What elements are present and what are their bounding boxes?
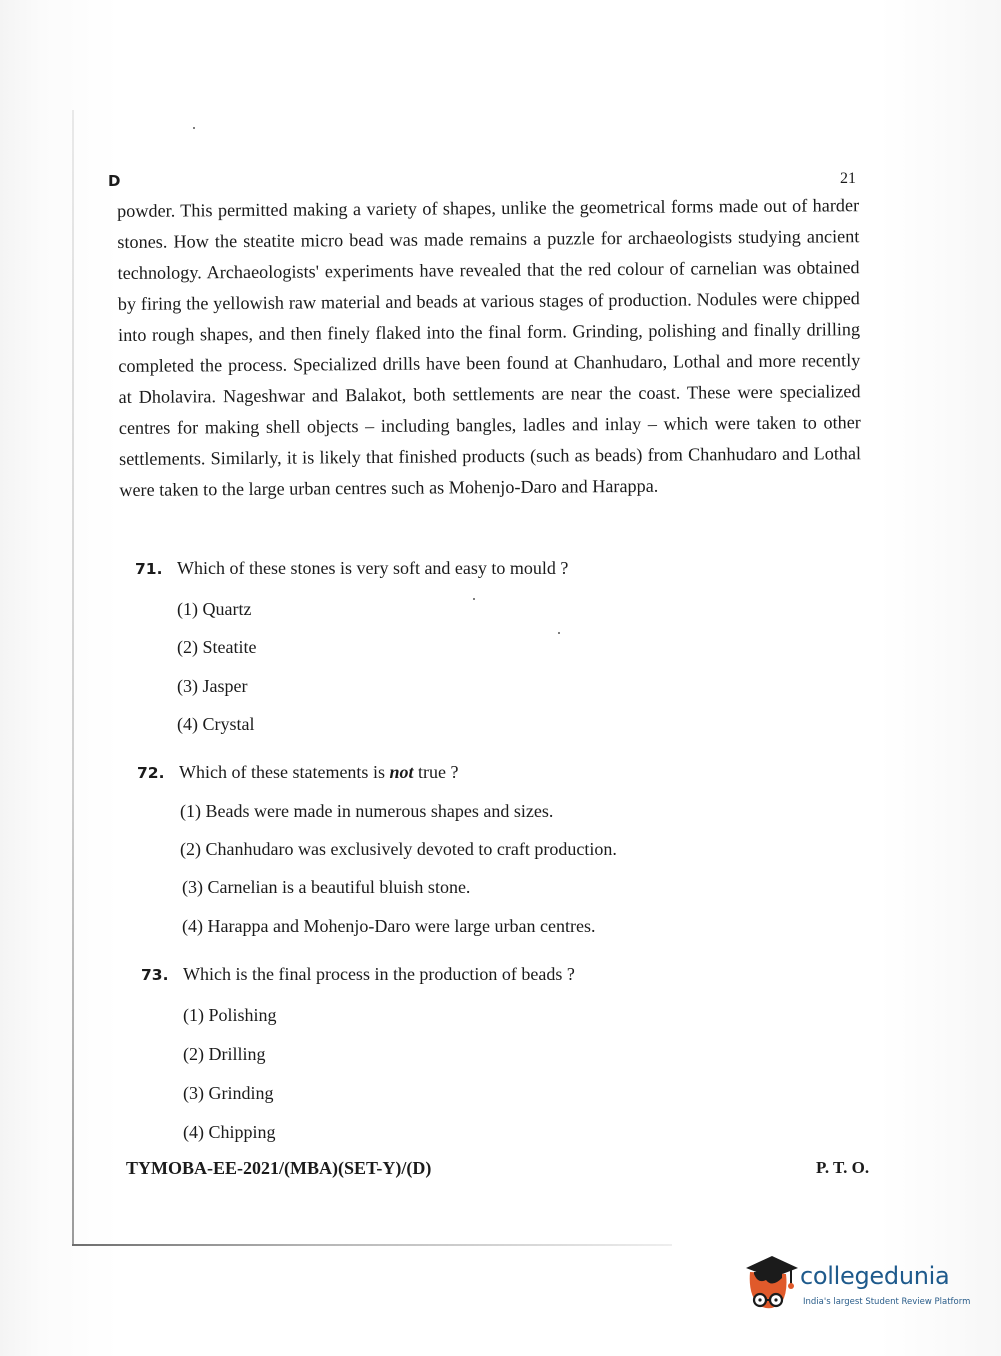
option-4[interactable]: (4) Crystal — [177, 714, 255, 734]
reading-passage — [117, 190, 861, 506]
option-2[interactable]: (2) Steatite — [177, 637, 257, 657]
option-1[interactable]: (1) Beads were made in numerous shapes and sizes. — [180, 801, 554, 821]
scan-speck — [473, 598, 475, 600]
option-4[interactable]: (4) Chipping — [183, 1122, 276, 1142]
question-text-emphasis: not — [389, 762, 414, 782]
option-3[interactable]: (3) Carnelian is a beautiful bluish stone. — [182, 877, 471, 897]
question-73 — [141, 964, 575, 985]
set-letter: D — [108, 172, 121, 190]
question-number: 73. — [141, 966, 169, 984]
question-text-before: Which of these statements is — [179, 762, 390, 782]
option-3[interactable]: (3) Jasper — [177, 676, 248, 696]
question-text: Which is the final process in the production of beads ? — [183, 964, 575, 984]
brand-name: collegedunia — [800, 1262, 950, 1290]
option-3[interactable]: (3) Grinding — [183, 1083, 274, 1103]
question-71 — [135, 558, 568, 579]
page-number: 21 — [840, 170, 856, 187]
question-text: Which of these stones is very soft and easy to mould ? — [177, 558, 569, 578]
scan-bottom-edge — [72, 1244, 672, 1246]
brand-tagline: India's largest Student Review Platform — [803, 1297, 971, 1307]
passage-text: powder. This permitted making a variety of shapes, unlike the geometrical forms made out of harder stones. How the steatite micro bead was made remains a puzzle for archaeologists studying ancient technology. Archaeologists' experiments have revealed that the red colour of carnelian was obtained by firing the yellowish raw material and beads at various stages of production. Nodules were chipped into rough shapes, and then finely flaked into the final form. Grinding, polishing and finally drilling completed the process. Specialized drills have been found at Chanhudaro, Lothal and more recently at Dholavira. Nageshwar and Balakot, both settlements are near the coast. These were specialized centres for making shell objects – including bangles, ladles and inlay – which were taken to other settlements. Similarly, it is likely that finished products (such as beads) from Chanhudaro and Lothal were taken to the large urban centres such as Mohenjo-Daro and Harappa. — [117, 195, 862, 500]
scan-edge-shadow — [72, 110, 74, 1245]
question-number: 71. — [135, 560, 163, 578]
exam-code: TYMOBA-EE-2021/(MBA)(SET-Y)/(D) — [126, 1158, 432, 1178]
option-4[interactable]: (4) Harappa and Mohenjo-Daro were large urban centres. — [182, 916, 596, 936]
option-2[interactable]: (2) Chanhudaro was exclusively devoted to craft production. — [180, 839, 617, 859]
question-text-after: true ? — [413, 762, 459, 782]
question-72 — [137, 762, 458, 783]
please-turn-over: P. T. O. — [816, 1158, 870, 1177]
option-1[interactable]: (1) Quartz — [177, 599, 252, 619]
scan-speck — [193, 127, 195, 129]
option-2[interactable]: (2) Drilling — [183, 1044, 266, 1064]
collegedunia-mascot-icon — [742, 1250, 800, 1314]
scan-speck — [558, 632, 560, 634]
collegedunia-watermark — [742, 1250, 972, 1316]
option-1[interactable]: (1) Polishing — [183, 1005, 277, 1025]
question-text — [179, 762, 458, 782]
question-number: 72. — [137, 764, 165, 782]
